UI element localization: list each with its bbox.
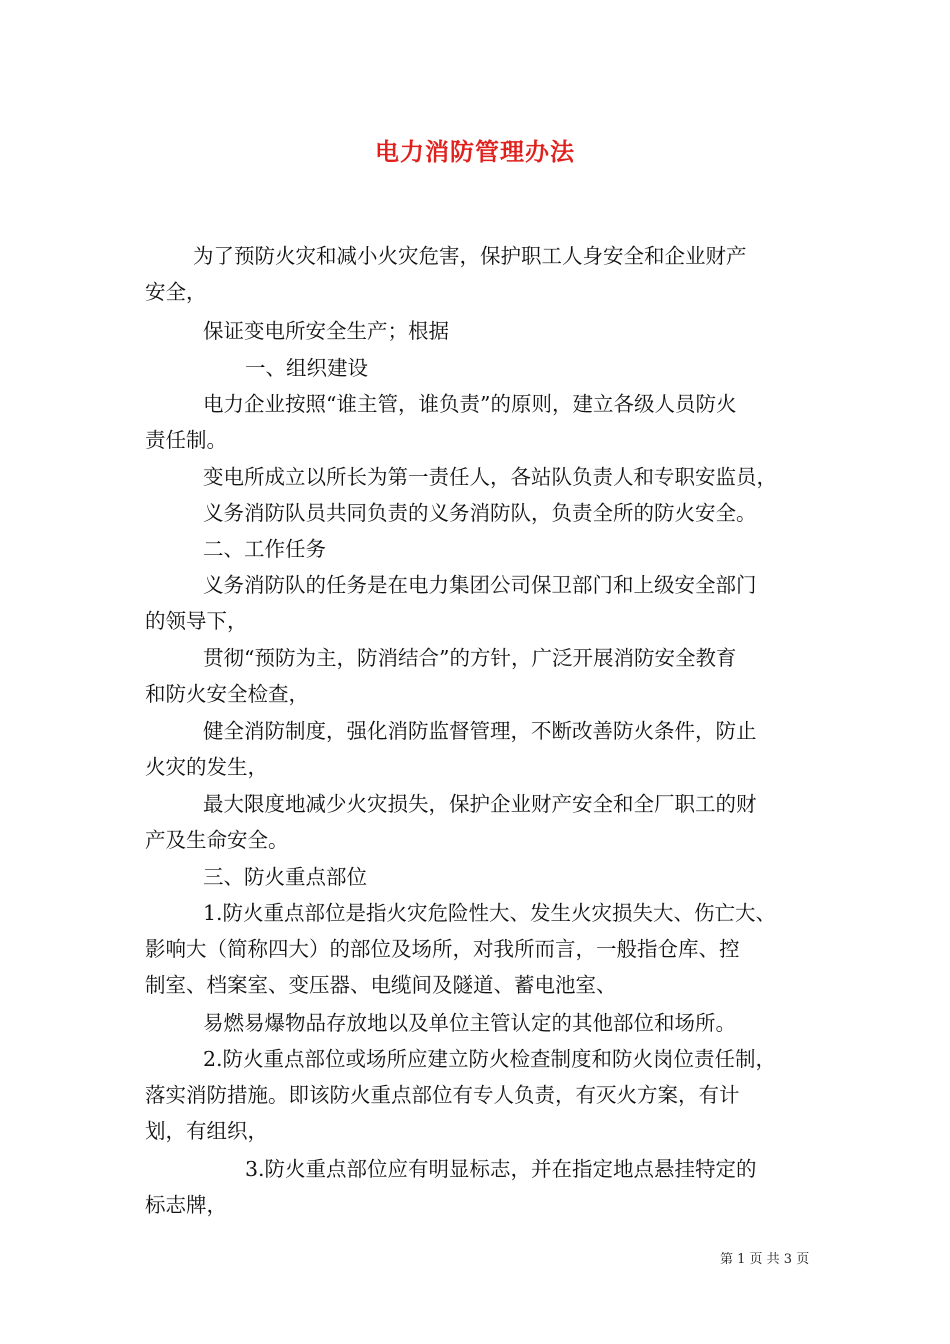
paragraph bbox=[145, 786, 825, 858]
paragraph-line: 安全， bbox=[145, 280, 207, 304]
paragraph-line: 义务消防队的任务是在电力集团公司保卫部门和上级安全部门 bbox=[203, 573, 757, 597]
paragraph-line: 和防火安全检查， bbox=[145, 682, 309, 706]
paragraph-line: 一、组织建设 bbox=[245, 356, 368, 380]
paragraph-line: 制室、档案室、变压器、电缆间及隧道、蓄电池室、 bbox=[145, 973, 617, 997]
paragraph-line: 贯彻“预防为主，防消结合”的方针，广泛开展消防安全教育 bbox=[203, 646, 737, 670]
paragraph bbox=[145, 386, 825, 458]
paragraph-line: 变电所成立以所长为第一责任人，各站队负责人和专职安监员， bbox=[203, 465, 777, 489]
paragraph bbox=[145, 859, 825, 895]
paragraph-line: 2.防火重点部位或场所应建立防火检查制度和防火岗位责任制， bbox=[203, 1047, 777, 1071]
paragraph bbox=[145, 1041, 825, 1149]
paragraph-line: 健全消防制度，强化消防监督管理，不断改善防火条件，防止 bbox=[203, 719, 757, 743]
paragraph-line: 易燃易爆物品存放地以及单位主管认定的其他部位和场所。 bbox=[203, 1011, 736, 1035]
paragraph-line: 电力企业按照“谁主管，谁负责”的原则，建立各级人员防火 bbox=[203, 392, 737, 416]
paragraph bbox=[145, 713, 825, 785]
paragraph bbox=[145, 350, 825, 386]
page-number: 第 1 页 共 3 页 bbox=[720, 1252, 810, 1267]
paragraph-line: 的领导下， bbox=[145, 609, 248, 633]
paragraph bbox=[145, 895, 825, 1003]
paragraph-line: 火灾的发生， bbox=[145, 755, 268, 779]
paragraph bbox=[145, 640, 825, 712]
paragraph bbox=[145, 1005, 825, 1041]
paragraph bbox=[145, 238, 825, 310]
paragraph-line: 划，有组织， bbox=[145, 1119, 268, 1143]
paragraph-line: 落实消防措施。即该防火重点部位有专人负责，有灭火方案，有计 bbox=[145, 1083, 740, 1107]
paragraph-line: 为了预防火灾和减小火灾危害，保护职工人身安全和企业财产 bbox=[193, 244, 747, 268]
paragraph-line: 保证变电所安全生产；根据 bbox=[203, 319, 449, 343]
paragraph-line: 3.防火重点部位应有明显标志，并在指定地点悬挂特定的 bbox=[245, 1157, 757, 1181]
paragraph-line: 标志牌， bbox=[145, 1193, 227, 1217]
paragraph-line: 产及生命安全。 bbox=[145, 828, 289, 852]
paragraph-line: 最大限度地减少火灾损失，保护企业财产安全和全厂职工的财 bbox=[203, 792, 757, 816]
paragraph-line: 义务消防队员共同负责的义务消防队，负责全所的防火安全。 bbox=[203, 501, 757, 525]
paragraph bbox=[145, 567, 825, 639]
paragraph-line: 1.防火重点部位是指火灾危险性大、发生火灾损失大、伤亡大、 bbox=[203, 901, 777, 925]
paragraph-line: 三、防火重点部位 bbox=[203, 865, 367, 889]
paragraph bbox=[145, 313, 825, 349]
paragraph-line: 责任制。 bbox=[145, 428, 227, 452]
paragraph bbox=[145, 459, 825, 495]
paragraph bbox=[145, 495, 825, 531]
paragraph bbox=[145, 531, 825, 567]
paragraph-line: 影响大（简称四大）的部位及场所，对我所而言，一般指仓库、控 bbox=[145, 937, 740, 961]
page-title: 电力消防管理办法 bbox=[375, 137, 575, 166]
paragraph bbox=[145, 1151, 825, 1223]
paragraph-line: 二、工作任务 bbox=[203, 537, 326, 561]
